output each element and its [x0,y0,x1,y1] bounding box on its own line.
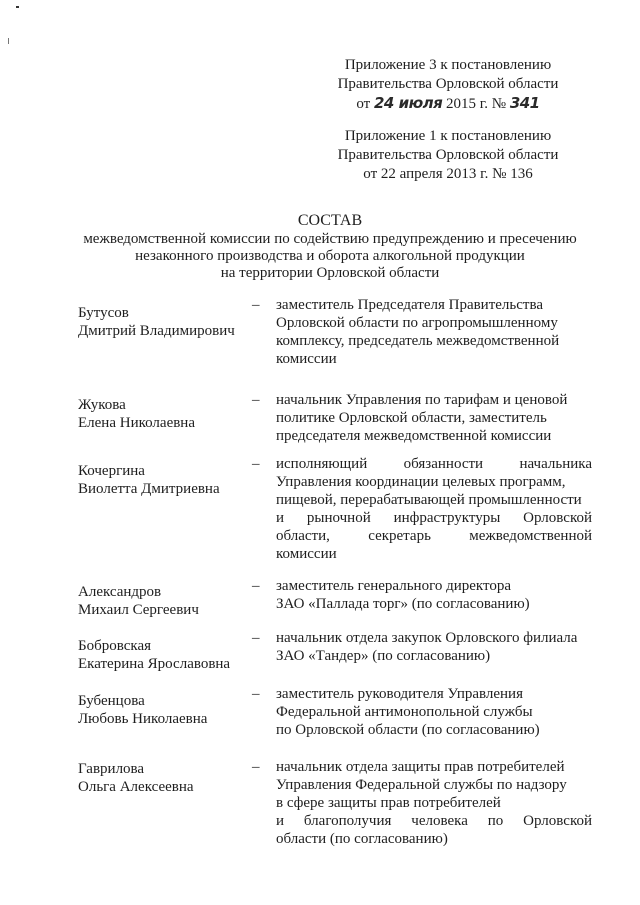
member-name [78,637,258,673]
position-line: Орловской области по агропромышленному [276,315,558,331]
dash-separator: – [252,630,260,646]
scan-speck [16,6,19,8]
position-line: начальник Управления по тарифам и ценовой [276,392,568,408]
appendix-3-line2: Правительства Орловской области [337,76,559,92]
title-line2: незаконного производства и оборота алкогольной продукции [135,248,525,264]
position-line: и рыночной инфраструктуры Орловской [276,510,592,526]
position-line: пищевой, перерабатывающей промышленности [276,492,582,508]
member-position [276,391,592,445]
handwritten-number: 341 [509,94,540,112]
position-line: Управления Федеральной службы по надзору [276,777,567,793]
member-surname: Жукова [78,397,126,413]
position-line: начальник отдела закупок Орловского филиала [276,630,578,646]
member-given-name: Екатерина Ярославовна [78,656,231,672]
position-line: области, секретарь межведомственной [276,528,592,544]
dash-separator: – [252,578,260,594]
position-line: комиссии [276,546,337,562]
dash-separator: – [252,686,260,702]
member-name [78,396,258,432]
position-line: председателя межведомственной комиссии [276,428,552,444]
member-surname: Бобровская [78,638,152,654]
title-line3: на территории Орловской области [220,265,440,281]
appendix-3-line1: Приложение 3 к постановлению [344,57,552,73]
appendix-1-line3: от 22 апреля 2013 г. № 136 [363,166,533,182]
position-line: начальник отдела защиты прав потребителей [276,759,565,775]
member-name [78,760,258,796]
member-position [276,577,592,613]
position-line: Управления координации целевых программ, [276,474,566,490]
member-surname: Кочергина [78,463,145,479]
member-given-name: Дмитрий Владимирович [78,323,235,339]
member-name [78,692,258,728]
member-name [78,304,258,340]
position-line: комиссии [276,351,337,367]
member-given-name: Елена Николаевна [78,415,195,431]
date-year: 2015 г. № [446,96,507,112]
member-name [78,462,258,498]
document-title [60,211,600,282]
member-surname: Александров [78,584,162,600]
position-line: заместитель генерального директора [276,578,512,594]
member-given-name: Ольга Алексеевна [78,779,194,795]
handwritten-date: 24 июля [373,94,443,112]
position-line: исполняющий обязанности начальника [276,456,592,472]
title-main: СОСТАВ [297,212,363,229]
position-line: Федеральной антимонопольной службы [276,704,533,720]
member-given-name: Михаил Сергеевич [78,602,199,618]
position-line: заместитель Председателя Правительства [276,297,544,313]
position-line: ЗАО «Тандер» (по согласованию) [276,648,491,664]
appendix-1-line2: Правительства Орловской области [337,147,559,163]
appendix-3-header [308,56,588,114]
member-surname: Бубенцова [78,693,145,709]
member-position [276,455,592,563]
date-prefix: от [356,96,371,112]
position-line: комплексу, председатель межведомственной [276,333,560,349]
position-line: политике Орловской области, заместитель [276,410,547,426]
member-position [276,296,592,368]
member-surname: Бутусов [78,305,129,321]
title-line1: межведомственной комиссии по содействию предупреждению и пресечению [83,231,577,247]
position-line: и благополучия человека по Орловской [276,813,592,829]
dash-separator: – [252,759,260,775]
dash-separator: – [252,456,260,472]
position-line: по Орловской области (по согласованию) [276,722,540,738]
member-position [276,758,592,848]
appendix-1-header [308,127,588,184]
member-surname: Гаврилова [78,761,145,777]
member-position [276,629,592,665]
member-name [78,583,258,619]
position-line: ЗАО «Паллада торг» (по согласованию) [276,596,530,612]
position-line: заместитель руководителя Управления [276,686,523,702]
scan-speck [8,38,9,44]
position-line: области (по согласованию) [276,831,448,847]
dash-separator: – [252,297,260,313]
dash-separator: – [252,392,260,408]
position-line: в сфере защиты прав потребителей [276,795,501,811]
appendix-1-line1: Приложение 1 к постановлению [344,128,552,144]
member-given-name: Любовь Николаевна [78,711,208,727]
member-position [276,685,592,739]
member-given-name: Виолетта Дмитриевна [78,481,220,497]
appendix-3-date-line [308,94,588,114]
